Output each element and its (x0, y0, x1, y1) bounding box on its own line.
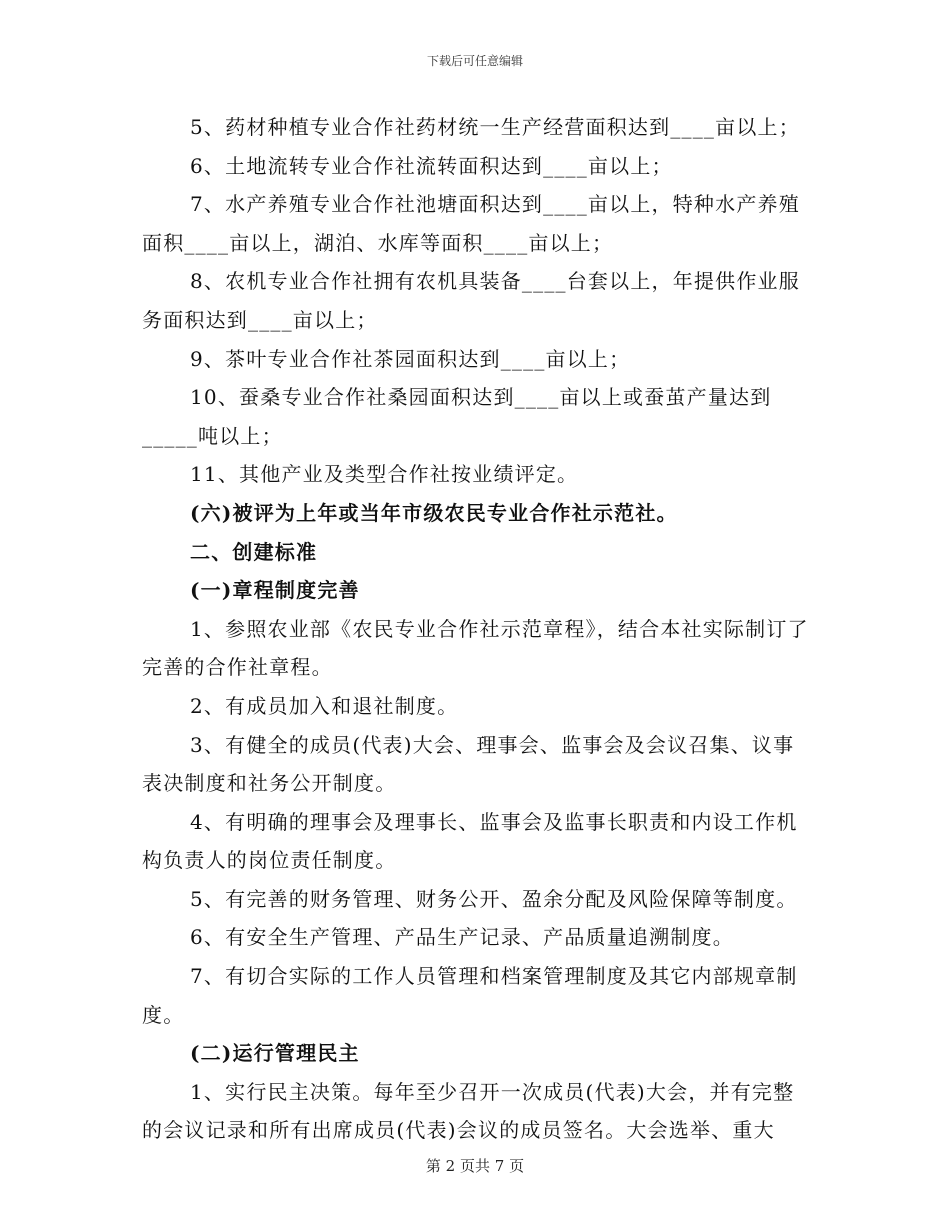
paragraph: 5、药材种植专业合作社药材统一生产经营面积达到____亩以上； (190, 115, 800, 139)
paragraph: 6、土地流转专业合作社流转面积达到____亩以上； (190, 153, 673, 178)
paragraph: 1、参照农业部《农民专业合作社示范章程》，结合本社实际制订了完善的合作社章程。 (142, 616, 809, 680)
document-body (142, 108, 812, 1150)
page-footer: 第 2 页共 7 页 (425, 1157, 525, 1175)
paragraph: 1、实行民主决策。每年至少召开一次成员(代表)大会，并有完整的会议记录和所有出席成员(代表)会议的成员签名。大会选举、重大 (142, 1079, 795, 1143)
section-heading: 二、创建标准 (190, 539, 318, 564)
paragraph: 5、有完善的财务管理、财务公开、盈余分配及风险保障等制度。 (190, 886, 798, 911)
paragraph: 3、有健全的成员(代表)大会、理事会、监事会及会议召集、议事表决制度和社务公开制度。 (142, 732, 795, 796)
section-heading: (六)被评为上年或当年市级农民专业合作社示范社。 (190, 500, 678, 525)
paragraph: 8、农机专业合作社拥有农机具装备____台套以上，年提供作业服务面积达到____亩以上； (142, 269, 800, 332)
paragraph: 4、有明确的理事会及理事长、监事会及监事长职责和内设工作机构负责人的岗位责任制度。 (142, 809, 798, 873)
paragraph: 9、茶叶专业合作社茶园面积达到____亩以上； (190, 346, 631, 371)
paragraph: 2、有成员加入和退社制度。 (190, 693, 459, 718)
page-header: 下载后可任意编辑 (426, 54, 523, 68)
section-heading: (二)运行管理民主 (190, 1041, 360, 1066)
section-heading: (一)章程制度完善 (190, 578, 360, 603)
paragraph: 10、蚕桑专业合作社桑园面积达到____亩以上或蚕茧产量达到_____吨以上； (142, 385, 772, 448)
paragraph: 7、有切合实际的工作人员管理和档案管理制度及其它内部规章制度。 (142, 964, 798, 1027)
paragraph: 6、有安全生产管理、产品生产记录、产品质量追溯制度。 (190, 925, 734, 950)
paragraph: 11、其他产业及类型合作社按业绩评定。 (190, 462, 579, 487)
paragraph: 7、水产养殖专业合作社池塘面积达到____亩以上，特种水产养殖面积____亩以上，湖泊、水库等面积____亩以上； (142, 192, 800, 255)
